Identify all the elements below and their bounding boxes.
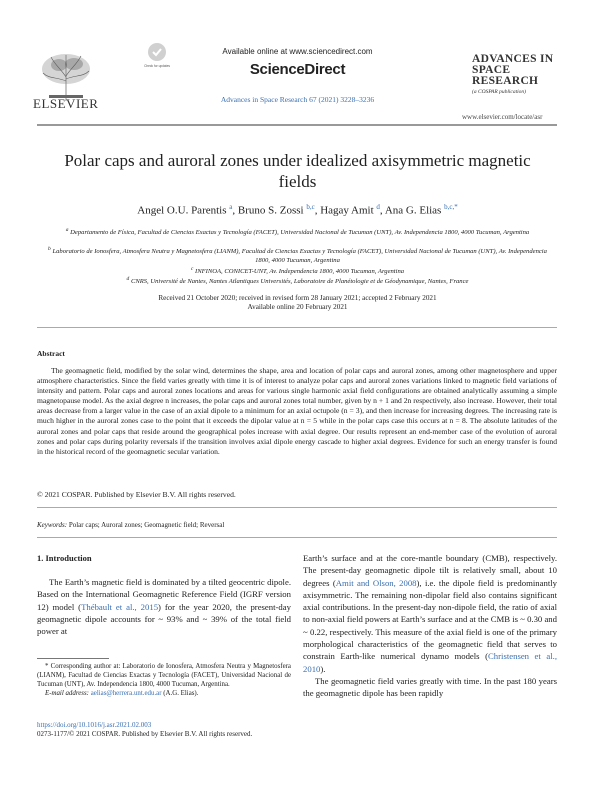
right-column-paragraph-2: The geomagnetic field varies greatly with time. In the past 180 years the geomagnetic dipole has been rapidly <box>303 675 557 699</box>
keywords-text: Polar caps; Auroral zones; Geomagnetic field; Reversal <box>68 521 225 529</box>
abstract-heading: Abstract <box>37 349 65 358</box>
footnote <box>37 662 291 698</box>
journal-logo-line3: RESEARCH <box>472 75 539 87</box>
keywords-label: Keywords: <box>37 521 68 529</box>
citation-link[interactable]: Thébault et al., 2015 <box>81 601 159 612</box>
online-date: Available online 20 February 2021 <box>247 303 348 311</box>
journal-logo <box>472 54 572 98</box>
abstract-top-divider <box>37 327 557 328</box>
author-name[interactable]: Hagay Amit <box>320 204 374 217</box>
email-link[interactable]: aelias@herrera.unt.edu.ar <box>90 690 162 697</box>
affiliation-c: $^c$ INFINOA, CONICET-UNT, Av. Independencia 1800, 4000 Tucuman, Argentina <box>190 266 405 276</box>
author-sup[interactable]: d <box>376 203 380 211</box>
citation-link[interactable]: Amit and Olson, 2008 <box>335 577 417 588</box>
affiliation-b: $^b$ Laboratorio de Ionosfera, Atmosfera Neutra y Magnetosfera (LIANM), Facultad de Ciencias Exactas y Tecnología (FACET), Universidad Nacional de Tucuman (UNT), Av. Independencia 1800, 4000 Tucuman, Argentina <box>48 246 547 265</box>
author-sup[interactable]: b,c,* <box>444 203 458 211</box>
email-line: E-mail address: aelias@herrera.unt.edu.ar (A.G. Elias). <box>45 690 199 697</box>
keywords-divider <box>37 507 557 508</box>
journal-logo-sub: (a COSPAR publication) <box>472 89 526 95</box>
left-column-paragraph: The Earth’s magnetic field is dominated by a tilted geocentric dipole. Based on the International Geomagnetic Reference Field (IGRF version 12) model (Thébault et al., 2015) for the year 2020, the present-day geomagnetic dipole accounts for ~ 93% and ~ 39% of the total field power at <box>37 577 291 637</box>
issn-line: 0273-1177/© 2021 COSPAR. Published by Elsevier B.V. All rights reserved. <box>37 730 253 738</box>
available-online: Available online at www.sciencedirect.com <box>222 47 373 56</box>
received-dates: Received 21 October 2020; received in revised form 28 January 2021; accepted 2 February 2021 <box>158 294 437 302</box>
check-updates-label: Check for updates <box>144 64 170 68</box>
author-name[interactable]: Bruno S. Zossi <box>237 204 304 217</box>
elsevier-wordmark: ELSEVIER <box>33 96 99 111</box>
author-name[interactable]: Angel O.U. Parentis <box>137 204 227 217</box>
journal-reference[interactable]: Advances in Space Research 67 (2021) 3228–3236 <box>220 95 375 104</box>
article-title: Polar caps and auroral zones under idealized axisymmetric magnetic fields <box>64 151 531 191</box>
author-name[interactable]: Ana G. Elias <box>384 204 442 217</box>
right-column <box>303 552 557 700</box>
author-sup[interactable]: b,c <box>306 203 315 211</box>
keywords <box>37 521 224 529</box>
affiliation-d: $^d$ CNRS, Université de Nantes, Nantes Atlantiques Universités, Laboratoire de Planétologie et de Géodynamique, Nantes, France <box>126 276 469 286</box>
locate-url[interactable]: www.elsevier.com/locate/asr <box>462 113 543 121</box>
abstract-copyright: © 2021 COSPAR. Published by Elsevier B.V. All rights reserved. <box>37 490 236 499</box>
journal-logo-line1: ADVANCES IN <box>472 53 554 65</box>
right-column-paragraph: Earth’s surface and at the core-mantle boundary (CMB), respectively. The present-day geomagnetic dipole tilt is relatively small, about 10 degrees (Amit and Olson, 2008), i.e. the dipole field is predominantly axisymmetric. The remaining non-dipolar field also contains significant axial contributions. In the present-day non-dipole field, the ratio of axial to non-axial field powers at Earth’s surface and at the CMB is ~ 0.30 and ~ 0.22, respectively. This measure of the axial field is one of the primary morphological characteristics of the geomagnetic field that serves to constrain Earth-like numerical dynamo models (Christensen et al., 2010). <box>303 553 557 674</box>
footnote-divider <box>37 658 109 659</box>
citation-link[interactable]: Christensen et al., 2010 <box>303 651 557 674</box>
corresponding-author: * Corresponding author at: Laboratorio de Ionosfera, Atmosfera Neutra y Magnetosfera (LIANM), Facultad de Ciencias Exactas y Tecnología (FACET), Universidad Nacional de Tucuman (UNT), Av. Independencia 1800, 4000 Tucuman, Argentina. <box>37 663 291 688</box>
author-list: Angel O.U. Parentis $^a$, Bruno S. Zossi $^{b,c}$, Hagay Amit $^d$, Ana G. Elias $^{b,c,*}$ <box>137 203 458 217</box>
doi-link[interactable]: https://doi.org/10.1016/j.asr.2021.02.003 <box>37 721 152 729</box>
section-heading: 1. Introduction <box>37 553 92 563</box>
abstract-text: The geomagnetic field, modified by the solar wind, determines the shape, area and location of polar caps and auroral zones, among other magnetosphere and upper atmosphere characteristics. Since the field varies greatly with time it is of interest to analyze polar caps and auroral zones variations linked to magnetic field variations of intensity and pattern. Polar caps and auroral zones locations and areas for various single harmonic axial field configurations are obtained analytically assuming a simple magnetopause model. As the axial degree n increases, the polar caps and auroral zones total number, given by n + 1 and 2n respectively, also increase. However, their total areas decrease from a larger value in the case of an axial dipole to a minimum for an axial octupole (n = 3), and then increase for increasing degrees. The increasing rate is much higher in the auroral zones case to the point that it exceeds the dipolar value at n = 5 while in the polar caps case this occurs at n = 8. The absolute latitudes of the auroral zones and polar caps that reside around the geographical poles increase with axial degree. Our results represent an end-member case of the evolution of auroral zones and polar caps during polarity reversals if the transition involves axial dipole energy cascade to higher axial degrees. Evidence for such an energy transfer is found in the historical record of the geomagnetic secular variation. <box>37 366 557 456</box>
affiliation-a: $^a$ Departamento de Física, Facultad de Ciencias Exactas y Tecnología (FACET), Universidad Nacional de Tucuman (UNT), Av. Independencia 1800, 4000 Tucuman, Argentina <box>65 227 530 237</box>
sciencedirect-logo[interactable]: ScienceDirect <box>249 61 346 78</box>
author-sup[interactable]: a <box>229 203 233 211</box>
header-divider <box>37 124 557 126</box>
journal-logo-line2: SPACE <box>472 64 511 76</box>
body-divider <box>37 537 557 538</box>
